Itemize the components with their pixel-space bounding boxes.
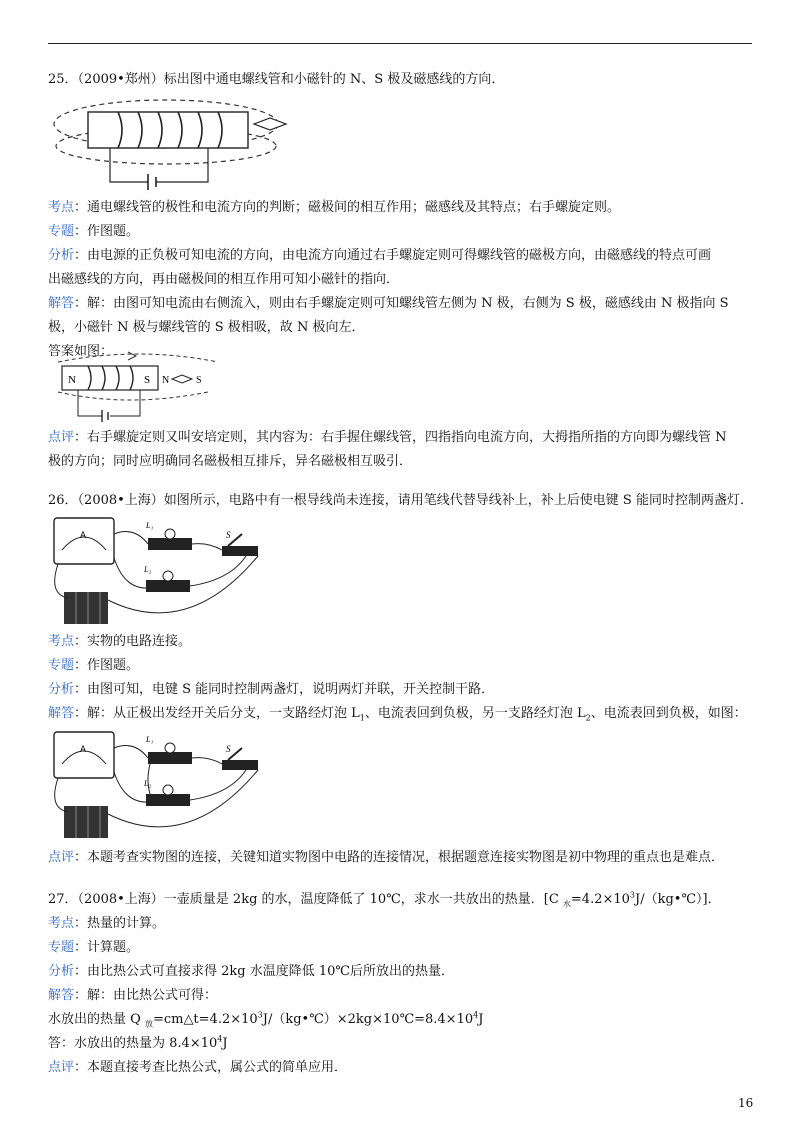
l2-label: L₂: [144, 779, 152, 788]
page-number: 16: [738, 1096, 754, 1110]
ammeter-label: A: [80, 530, 87, 540]
circuit-wire: [78, 390, 140, 416]
q25-comment: 点评：右手螺旋定则又叫安培定则，其内容为：右手握住螺线管，四指指向电流方向，大拇指所指的方向即为螺线管 N 极的方向；同时应明确同名磁极相互排斥，异名磁极相互吸引．: [48, 430, 727, 469]
q25-question: 25．（2009•郑州）标出图中通电螺线管和小磁针的 N、S 极及磁感线的方向．: [48, 72, 505, 87]
arrow-icon: [128, 352, 136, 360]
lamp-l1-base: [148, 538, 192, 550]
pole-n-label: N: [68, 374, 76, 386]
compass-needle-icon: [254, 118, 286, 130]
battery-pack-icon: [64, 806, 108, 838]
switch-base: [222, 546, 258, 556]
header-rule: [48, 43, 752, 44]
lamp-l2-base: [146, 580, 190, 592]
switch-label: S: [226, 530, 231, 540]
solenoid-core: [88, 112, 248, 148]
switch-base: [222, 760, 258, 770]
ammeter-icon: [54, 518, 114, 564]
field-line-upper: [58, 354, 218, 362]
battery-pack-icon: [64, 592, 108, 624]
q26-question: 26．（2008•上海）如图所示，电路中有一根导线尚未连接，请用笔线代替导线补上，补上后使电键 S 能同时控制两盏灯．: [48, 493, 753, 508]
compass-needle-icon: [172, 375, 192, 383]
q27-calc: 水放出的热量 Q $_放=cm\triangle t=4.2\times 10^3J/(kg•℃)\times 2kg\times 10℃=8.4\times 10^4J$: [48, 1010, 484, 1029]
l1-label: L₁: [146, 521, 154, 530]
bulb-l1-icon: [165, 529, 175, 539]
q27-block: 27．（2008•上海）一壶质量是 2kg 的水，温度降低了 10℃，求水一共放出的热量．[C $_水=4.2\times 10^3J/(kg•℃)$]． 考点：热量的计算。 专题：计算题。 分析：由比热公式可直接求得 2kg 水温度降低 10℃后所放出的热量． 解答：解：由比热公式可得： 水放出的热量 Q $_放=cm\triangle t=4.2\times 10^3J/(kg•℃)\times 2kg\times 10℃=8.4\times 10^4J$ 答：水放出的热量为 $8.4\times 10^4J$ 点评：本题直接考查比热公式，属公式的简单应用．: [48, 888, 762, 1080]
ammeter-icon: [54, 732, 114, 778]
l1-label: L₁: [146, 735, 154, 744]
bulb-l2-icon: [163, 571, 173, 581]
bulb-l2-icon: [163, 785, 173, 795]
q26-comment: 点评：本题考查实物图的连接，关键知道实物图中电路的连接情况，根据题意连接实物图是初中物理的重点也是难点．: [48, 850, 725, 865]
battery-icon: [102, 410, 108, 422]
pole-s-label: S: [144, 374, 151, 386]
q26-answer-figure: [48, 728, 268, 842]
lamp-l2-base: [146, 794, 190, 806]
circuit-wire: [110, 148, 208, 182]
q25-answer-figure: [48, 348, 238, 424]
q27-answer: 答：水放出的热量为 $8.4\times 10^4J$: [48, 1034, 228, 1051]
switch-label: S: [226, 744, 231, 754]
bulb-l1-icon: [165, 743, 175, 753]
q25-solenoid-figure: [48, 96, 288, 192]
l2-label: L₂: [144, 565, 152, 574]
q25-analysis: 考点：通电螺线管的极性和电流方向的判断；磁极间的相互作用；磁感线及其特点；右手螺旋定则。 专题：作图题。 分析：由电源的正负极可知电流的方向，由电流方向通过右手螺旋定则可得螺线管的磁极方向，由磁感线的特点可画 出磁感线的方向，再由磁极间的相互作用可知小磁针的指向． 解答：解：由图可知电流由右侧流入，则由右手螺旋定则可知螺线管左侧为 N 极，右侧为 S 极，磁感线由 N 极指向 S 极，小磁针 N 极与螺线管的 S 极相吸，故 N 极向左． 答案如图：: [48, 200, 729, 359]
ammeter-label: A: [80, 744, 87, 754]
q26-analysis: 考点：实物的电路连接。 专题：作图题。 分析：由图可知，电键 S 能同时控制两盏灯，说明两灯并联，开关控制干路． 解答：解：从正极出发经开关后分支，一支路经灯泡 $L_1$、电流表回到负极，另一支路经灯泡 $L_2$、电流表回到负极，如图：: [48, 634, 747, 723]
field-line-bottom: [58, 392, 208, 400]
battery-icon: [148, 174, 156, 190]
needle-n-label: N: [162, 375, 170, 386]
needle-s-label: S: [196, 375, 202, 386]
q27-question: 27．（2008•上海）一壶质量是 2kg 的水，温度降低了 10℃，求水一共放出的热量．[C $_水=4.2\times 10^3J/(kg•℃)$]．: [48, 890, 721, 909]
q26-circuit-figure: [48, 514, 268, 628]
lamp-l1-base: [148, 752, 192, 764]
